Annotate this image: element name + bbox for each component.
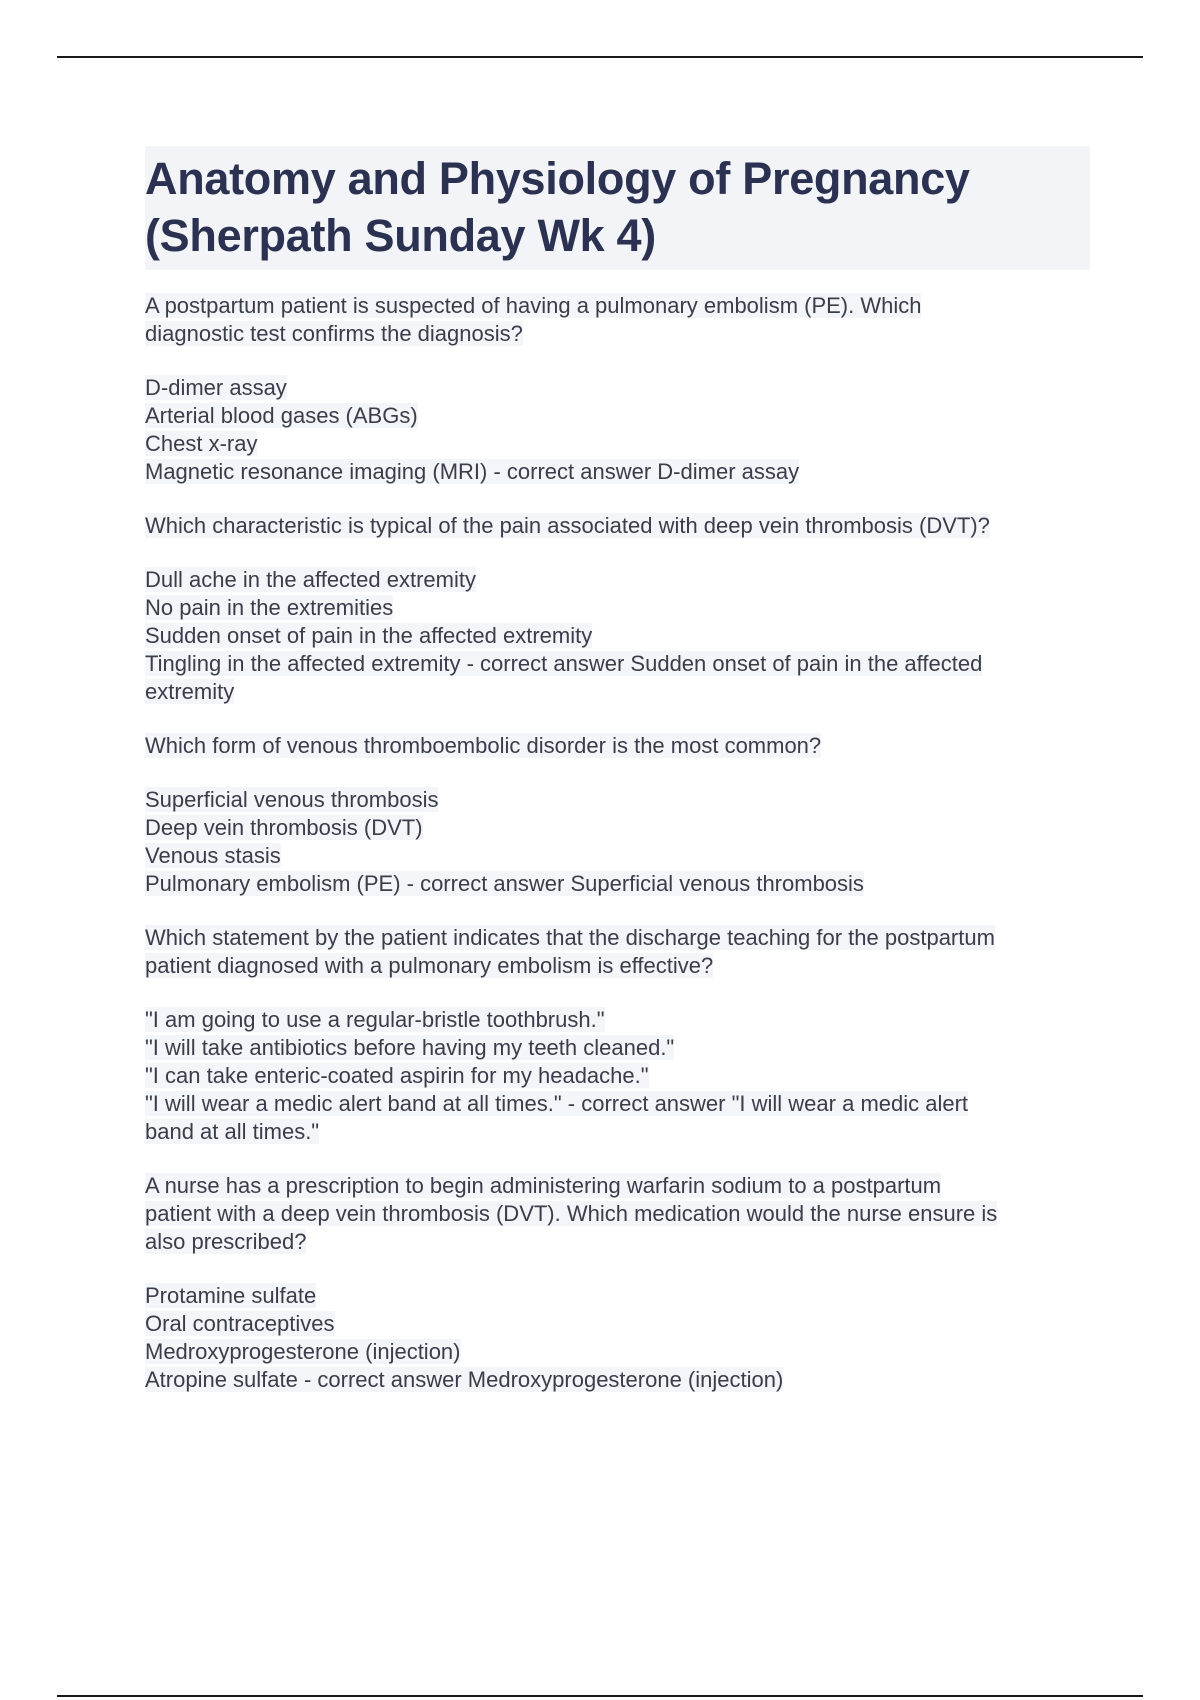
question-text: also prescribed? bbox=[145, 1229, 307, 1254]
answer-option: Arterial blood gases (ABGs) bbox=[145, 403, 418, 428]
question-block-5 bbox=[145, 1172, 1090, 1394]
answer-option: No pain in the extremities bbox=[145, 595, 394, 620]
document-body bbox=[145, 146, 1090, 1394]
answer-option-correct: Magnetic resonance imaging (MRI) - correct answer D-dimer assay bbox=[145, 459, 800, 484]
answer-option: "I am going to use a regular-bristle toothbrush." bbox=[145, 1007, 605, 1032]
top-divider bbox=[57, 56, 1143, 58]
answer-option: Sudden onset of pain in the affected extremity bbox=[145, 623, 593, 648]
question-text: Which characteristic is typical of the pain associated with deep vein thrombosis (DVT)? bbox=[145, 513, 990, 538]
answer-option: "I will take antibiotics before having my teeth cleaned." bbox=[145, 1035, 675, 1060]
answer-option: Protamine sulfate bbox=[145, 1283, 317, 1308]
question-block-2 bbox=[145, 512, 1090, 706]
answer-option: Medroxyprogesterone (injection) bbox=[145, 1339, 461, 1364]
question-block-3 bbox=[145, 732, 1090, 898]
answer-option: Dull ache in the affected extremity bbox=[145, 567, 476, 592]
answer-option-correct: Pulmonary embolism (PE) - correct answer Superficial venous thrombosis bbox=[145, 871, 864, 896]
question-text: patient with a deep vein thrombosis (DVT). Which medication would the nurse ensure is bbox=[145, 1201, 998, 1226]
question-text: Which form of venous thromboembolic disorder is the most common? bbox=[145, 733, 822, 758]
page-title bbox=[145, 146, 1090, 270]
question-text: A nurse has a prescription to begin administering warfarin sodium to a postpartum bbox=[145, 1173, 942, 1198]
question-text: patient diagnosed with a pulmonary embolism is effective? bbox=[145, 953, 714, 978]
question-text: Which statement by the patient indicates that the discharge teaching for the postpartum bbox=[145, 925, 995, 950]
answer-option: Oral contraceptives bbox=[145, 1311, 335, 1336]
answer-option: D-dimer assay bbox=[145, 375, 287, 400]
answer-option: Venous stasis bbox=[145, 843, 281, 868]
title-line-2: (Sherpath Sunday Wk 4) bbox=[145, 210, 656, 261]
answer-option: Superficial venous thrombosis bbox=[145, 787, 439, 812]
question-block-4 bbox=[145, 924, 1090, 1146]
question-text: A postpartum patient is suspected of having a pulmonary embolism (PE). Which bbox=[145, 293, 922, 318]
answer-option: "I can take enteric-coated aspirin for my headache." bbox=[145, 1063, 649, 1088]
answer-option-correct: "I will wear a medic alert band at all times." - correct answer "I will wear a medic alert bbox=[145, 1091, 969, 1116]
question-block-1 bbox=[145, 292, 1090, 486]
answer-option-correct: Tingling in the affected extremity - correct answer Sudden onset of pain in the affected bbox=[145, 651, 983, 676]
bottom-divider bbox=[57, 1695, 1143, 1697]
answer-option: Chest x-ray bbox=[145, 431, 258, 456]
answer-option-correct-cont: extremity bbox=[145, 679, 235, 704]
answer-option-correct: Atropine sulfate - correct answer Medroxyprogesterone (injection) bbox=[145, 1367, 784, 1392]
question-text: diagnostic test confirms the diagnosis? bbox=[145, 321, 523, 346]
answer-option: Deep vein thrombosis (DVT) bbox=[145, 815, 423, 840]
answer-option-correct-cont: band at all times." bbox=[145, 1119, 320, 1144]
title-line-1: Anatomy and Physiology of Pregnancy bbox=[145, 153, 970, 204]
